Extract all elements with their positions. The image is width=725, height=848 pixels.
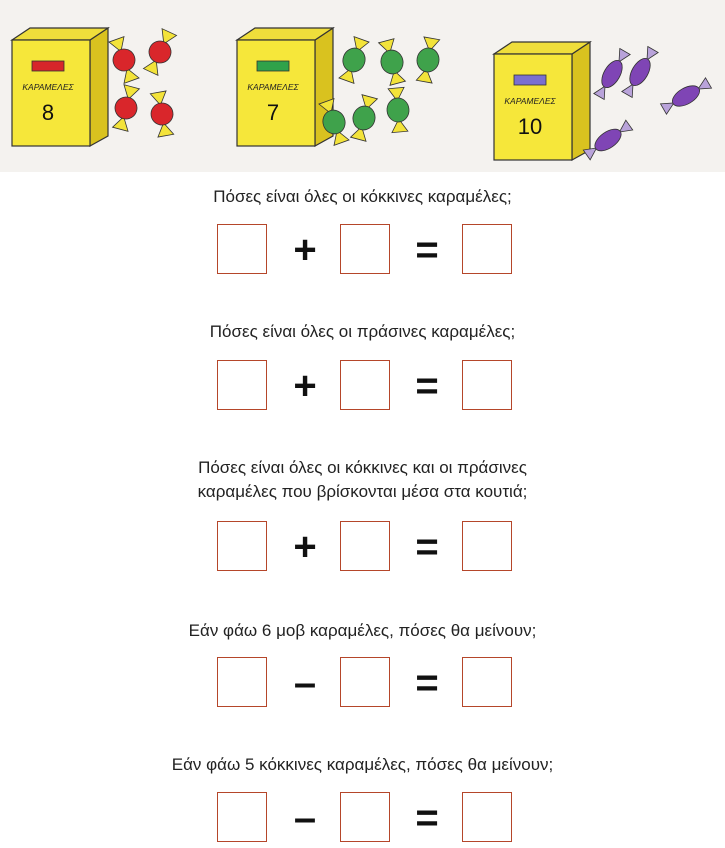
equals-sign: =	[415, 525, 439, 569]
question-3-line-2: καραμέλες που βρίσκονται μέσα στα κουτιά;	[197, 482, 528, 501]
equals-sign: =	[415, 796, 439, 840]
question-2	[0, 320, 725, 344]
equation-4	[0, 657, 725, 713]
question-4-line-1: Εάν φάω 6 μοβ καραμέλες, πόσες θα μείνουν;	[188, 621, 537, 640]
minus-operator: –	[293, 661, 317, 705]
answer-box-2a[interactable]	[217, 360, 267, 410]
answer-box-1b[interactable]	[340, 224, 390, 274]
candy-illustration	[0, 0, 725, 172]
answer-box-1-result[interactable]	[462, 224, 512, 274]
equation-3	[0, 521, 725, 577]
candy-box-3	[494, 42, 590, 160]
box-1-stripe	[32, 61, 64, 71]
plus-operator: +	[293, 364, 317, 408]
question-3	[0, 456, 725, 504]
green-candy-icon	[413, 36, 442, 83]
answer-box-4-result[interactable]	[462, 657, 512, 707]
question-4	[0, 619, 725, 643]
answer-box-5a[interactable]	[217, 792, 267, 842]
answer-box-5-result[interactable]	[462, 792, 512, 842]
answer-box-2b[interactable]	[340, 360, 390, 410]
equation-2	[0, 360, 725, 416]
box-3-label: ΚΑΡΑΜΕΛΕΣ	[504, 96, 556, 106]
box-2-stripe	[257, 61, 289, 71]
question-1-line-1: Πόσες είναι όλες οι κόκκινες καραμέλες;	[213, 187, 512, 206]
plus-operator: +	[293, 228, 317, 272]
plus-operator: +	[293, 525, 317, 569]
answer-box-4b[interactable]	[340, 657, 390, 707]
red-candy-icon	[106, 36, 142, 85]
box-3-stripe	[514, 75, 546, 85]
red-candies	[106, 27, 179, 137]
question-1	[0, 185, 725, 209]
red-candy-icon	[110, 84, 143, 132]
equals-sign: =	[415, 364, 439, 408]
minus-operator: –	[293, 796, 317, 840]
green-candy-icon	[336, 36, 372, 85]
red-candy-icon	[141, 27, 180, 76]
box-3-number: 10	[517, 114, 543, 139]
green-candy-icon	[376, 38, 409, 86]
green-candies	[316, 36, 443, 147]
equals-sign: =	[415, 661, 439, 705]
candy-illustration-banner	[0, 0, 725, 172]
box-1-label: ΚΑΡΑΜΕΛΕΣ	[22, 82, 74, 92]
answer-box-3-result[interactable]	[462, 521, 512, 571]
question-5	[0, 753, 725, 777]
equation-1	[0, 224, 725, 280]
green-candy-icon	[385, 87, 411, 133]
box-2-number: 7	[266, 100, 280, 125]
question-3-line-1: Πόσες είναι όλες οι κόκκινες και οι πράσινες	[198, 458, 527, 477]
answer-box-1a[interactable]	[217, 224, 267, 274]
answer-box-3a[interactable]	[217, 521, 267, 571]
red-candy-icon	[147, 90, 176, 137]
candy-box-1	[12, 28, 108, 146]
purple-candies	[582, 45, 712, 161]
box-2-label: ΚΑΡΑΜΕΛΕΣ	[247, 82, 299, 92]
purple-candy-icon	[659, 76, 712, 116]
answer-box-2-result[interactable]	[462, 360, 512, 410]
question-5-line-1: Εάν φάω 5 κόκκινες καραμέλες, πόσες θα μείνουν;	[171, 755, 554, 774]
equation-5	[0, 792, 725, 848]
box-1-number: 8	[41, 100, 55, 125]
answer-box-3b[interactable]	[340, 521, 390, 571]
candy-box-2	[237, 28, 333, 146]
answer-box-4a[interactable]	[217, 657, 267, 707]
green-candy-icon	[348, 94, 381, 142]
question-2-line-1: Πόσες είναι όλες οι πράσινες καραμέλες;	[209, 322, 516, 341]
equals-sign: =	[415, 228, 439, 272]
answer-box-5b[interactable]	[340, 792, 390, 842]
